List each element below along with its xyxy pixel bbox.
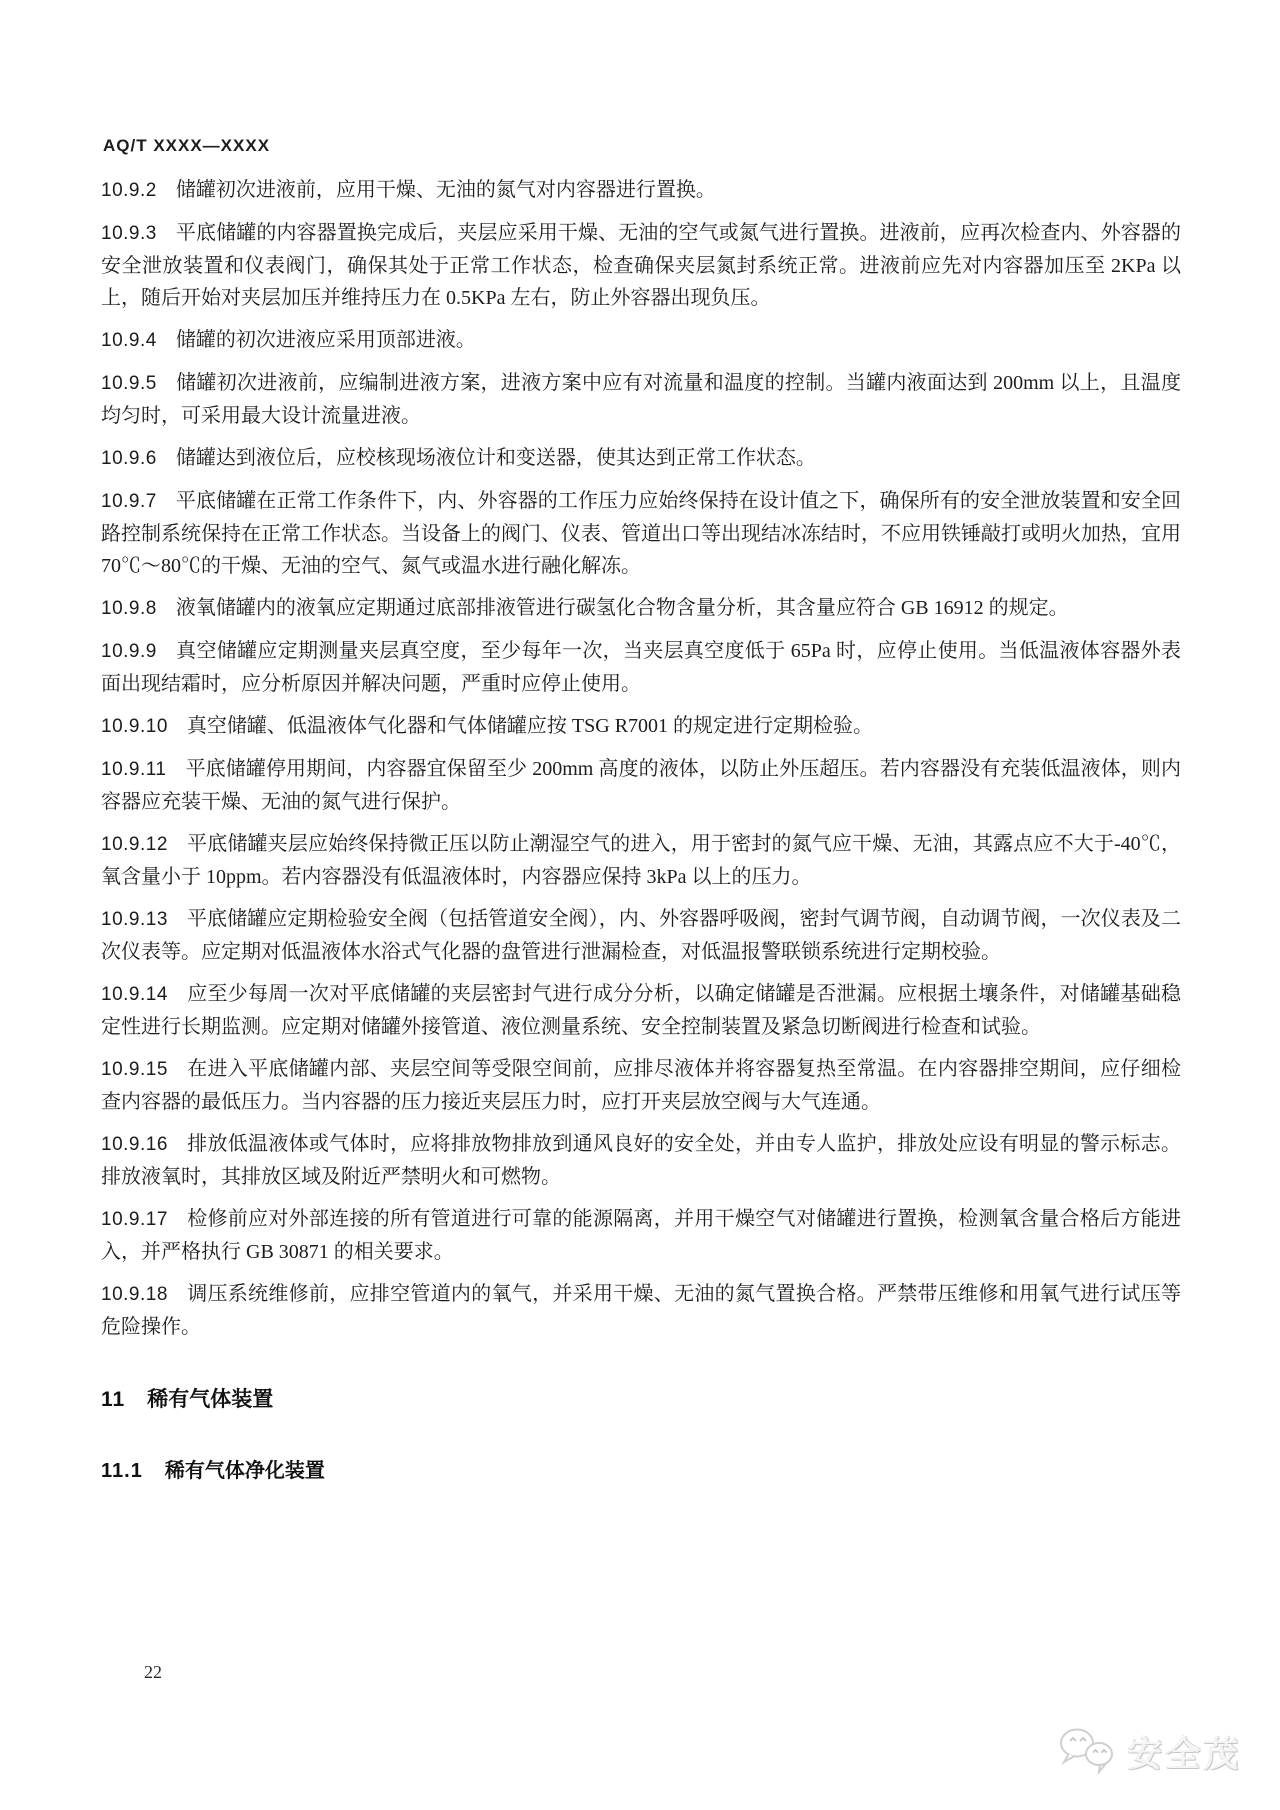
clause-number: 10.9.15 <box>101 1059 168 1080</box>
clause-paragraph <box>101 324 1181 357</box>
document-header: AQ/T XXXX—XXXX <box>103 136 271 155</box>
clause-number: 10.9.14 <box>101 984 168 1005</box>
clause-text: 储罐初次进液前，应编制进液方案，进液方案中应有对流量和温度的控制。当罐内液面达到 200mm 以上，且温度均匀时，可采用最大设计流量进液。 <box>101 372 1181 427</box>
clause-paragraph <box>101 174 1181 207</box>
clause-paragraph <box>101 828 1181 893</box>
watermark <box>1056 1726 1242 1776</box>
clause-number: 10.9.7 <box>101 491 157 512</box>
watermark-text: 安全茂 <box>1128 1735 1242 1774</box>
section-title: 稀有气体装置 <box>147 1388 274 1411</box>
clause-number: 10.9.16 <box>101 1134 168 1155</box>
clause-paragraph <box>101 753 1181 818</box>
clause-paragraph <box>101 710 1181 743</box>
clause-text: 平底储罐的内容器置换完成后，夹层应采用干燥、无油的空气或氮气进行置换。进液前，应再次检查内、外容器的安全泄放装置和仪表阀门，确保其处于正常工作状态，检查确保夹层氮封系统正常。进液前应先对内容器加压至 2KPa 以上，随后开始对夹层加压并维持压力在 0.5KPa 左右，防止外容器出现负压。 <box>101 222 1181 309</box>
subsection-title: 稀有气体净化装置 <box>164 1460 325 1482</box>
clause-text: 排放低温液体或气体时，应将排放物排放到通风良好的安全处，并由专人监护，排放处应设有明显的警示标志。排放液氧时，其排放区域及附近严禁明火和可燃物。 <box>101 1133 1181 1188</box>
clause-number: 10.9.5 <box>101 373 157 394</box>
clause-number: 10.9.2 <box>101 180 157 201</box>
clause-paragraph <box>101 485 1181 582</box>
clause-paragraph <box>101 978 1181 1043</box>
clause-number: 10.9.6 <box>101 448 157 469</box>
clause-number: 10.9.17 <box>101 1209 168 1230</box>
clause-number: 10.9.11 <box>101 759 167 780</box>
clause-number: 10.9.18 <box>101 1284 168 1305</box>
clause-paragraph <box>101 442 1181 475</box>
subsection-heading <box>101 1459 1181 1484</box>
clause-paragraph <box>101 1278 1181 1343</box>
document-body <box>101 174 1181 1484</box>
clause-paragraph <box>101 592 1181 625</box>
clause-paragraph <box>101 1053 1181 1118</box>
page-number: 22 <box>144 1662 162 1682</box>
clause-number: 10.9.10 <box>101 716 168 737</box>
clause-paragraph <box>101 1128 1181 1193</box>
clause-text: 平底储罐夹层应始终保持微正压以防止潮湿空气的进入，用于密封的氮气应干燥、无油，其露点应不大于-40℃，氧含量小于 10ppm。若内容器没有低温液体时，内容器应保持 3kPa 以上的压力。 <box>101 833 1181 888</box>
clause-text: 储罐达到液位后，应校核现场液位计和变送器，使其达到正常工作状态。 <box>175 447 816 469</box>
clause-number: 10.9.8 <box>101 598 157 619</box>
section-number: 11 <box>101 1388 126 1411</box>
subsection-number: 11.1 <box>101 1460 143 1482</box>
clause-paragraph <box>101 1203 1181 1268</box>
clause-text: 储罐初次进液前，应用干燥、无油的氮气对内容器进行置换。 <box>175 179 716 201</box>
clause-text: 应至少每周一次对平底储罐的夹层密封气进行成分分析，以确定储罐是否泄漏。应根据土壤条件，对储罐基础稳定性进行长期监测。应定期对储罐外接管道、液位测量系统、安全控制装置及紧急切断阀进行检查和试验。 <box>101 983 1181 1038</box>
wechat-chat-bubbles-icon <box>1056 1726 1118 1776</box>
section-heading <box>101 1387 1181 1413</box>
clause-text: 平底储罐停用期间，内容器宜保留至少 200mm 高度的液体，以防止外压超压。若内容器没有充装低温液体，则内容器应充装干燥、无油的氮气进行保护。 <box>101 758 1181 813</box>
clause-paragraph <box>101 635 1181 700</box>
clause-number: 10.9.3 <box>101 223 157 244</box>
clause-paragraph <box>101 903 1181 968</box>
clause-number: 10.9.9 <box>101 641 157 662</box>
clause-number: 10.9.13 <box>101 909 168 930</box>
clause-text: 调压系统维修前，应排空管道内的氧气，并采用干燥、无油的氮气置换合格。严禁带压维修和用氧气进行试压等危险操作。 <box>101 1283 1181 1338</box>
clause-text: 储罐的初次进液应采用顶部进液。 <box>175 329 476 351</box>
clause-number: 10.9.4 <box>101 330 157 351</box>
clause-paragraph <box>101 217 1181 314</box>
clause-text: 液氧储罐内的液氧应定期通过底部排液管进行碳氢化合物含量分析，其含量应符合 GB 16912 的规定。 <box>175 597 1069 619</box>
clause-text: 真空储罐应定期测量夹层真空度，至少每年一次，当夹层真空度低于 65Pa 时，应停止使用。当低温液体容器外表面出现结霜时，应分析原因并解决问题，严重时应停止使用。 <box>101 640 1181 695</box>
clause-text: 在进入平底储罐内部、夹层空间等受限空间前，应排尽液体并将容器复热至常温。在内容器排空期间，应仔细检查内容器的最低压力。当内容器的压力接近夹层压力时，应打开夹层放空阀与大气连通。 <box>101 1058 1181 1113</box>
clause-text: 真空储罐、低温液体气化器和气体储罐应按 TSG R7001 的规定进行定期检验。 <box>186 715 874 737</box>
clause-text: 平底储罐在正常工作条件下，内、外容器的工作压力应始终保持在设计值之下，确保所有的安全泄放装置和安全回路控制系统保持在正常工作状态。当设备上的阀门、仪表、管道出口等出现结冰冻结时，不应用铁锤敲打或明火加热，宜用 70℃～80℃的干燥、无油的空气、氮气或温水进行融化解冻。 <box>101 490 1181 577</box>
clause-paragraph <box>101 367 1181 432</box>
clause-number: 10.9.12 <box>101 834 168 855</box>
clause-text: 平底储罐应定期检验安全阀（包括管道安全阀），内、外容器呼吸阀，密封气调节阀，自动调节阀，一次仪表及二次仪表等。应定期对低温液体水浴式气化器的盘管进行泄漏检查，对低温报警联锁系统进行定期校验。 <box>101 908 1181 963</box>
clause-text: 检修前应对外部连接的所有管道进行可靠的能源隔离，并用干燥空气对储罐进行置换，检测氧含量合格后方能进入，并严格执行 GB 30871 的相关要求。 <box>101 1208 1181 1263</box>
